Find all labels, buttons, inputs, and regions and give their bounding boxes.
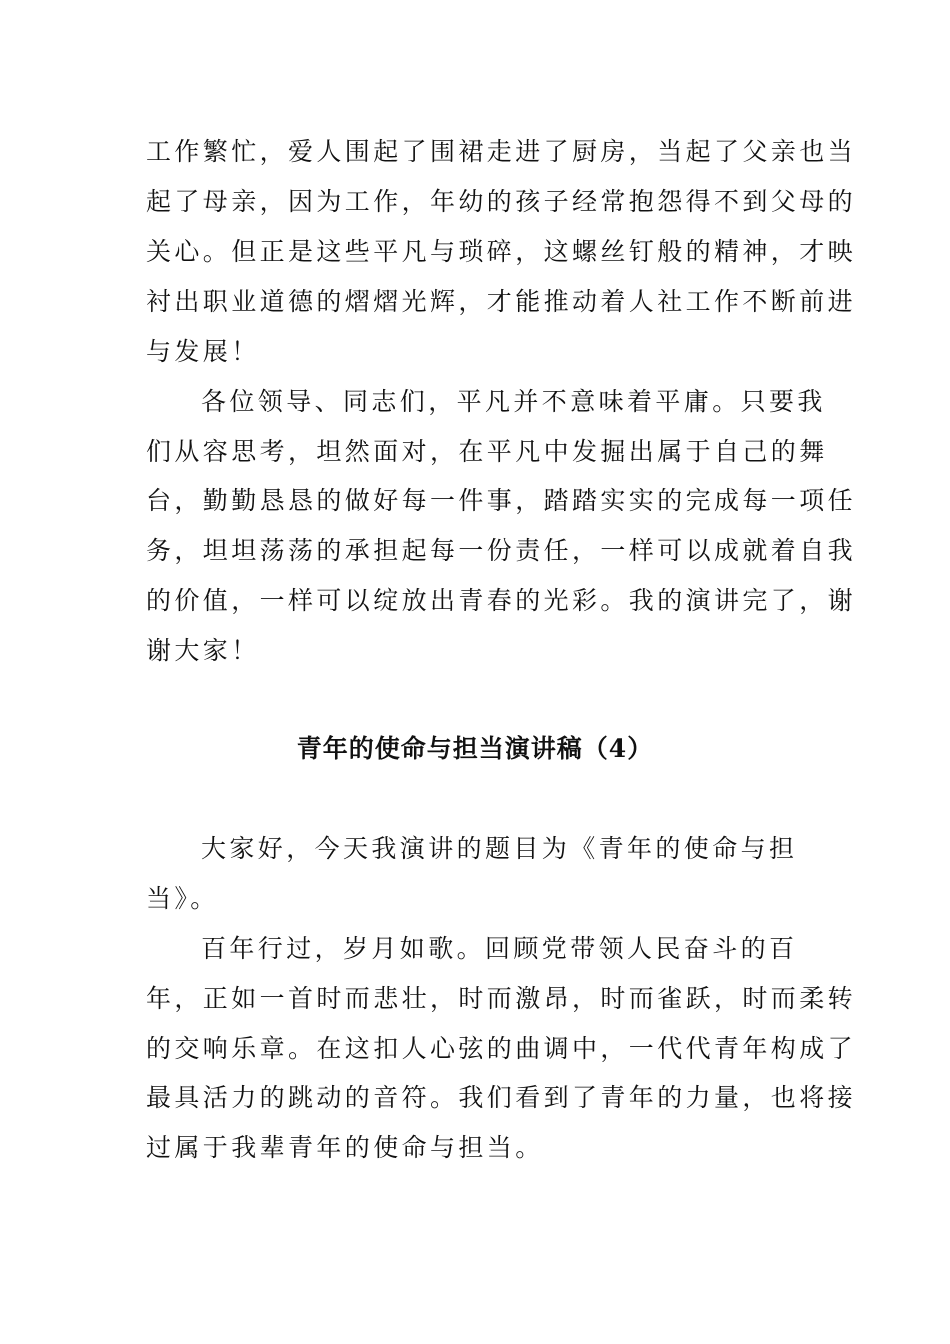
body-text-line: 们从容思考，坦然面对，在平凡中发掘出属于自己的舞 <box>146 437 828 466</box>
body-text-line: 关心。但正是这些平凡与琐碎，这螺丝钉般的精神，才映 <box>146 237 857 266</box>
body-text-line: 年，正如一首时而悲壮，时而激昂，时而雀跃，时而柔转 <box>146 984 857 1013</box>
body-text-line: 百年行过，岁月如歌。回顾党带领人民奋斗的百 <box>201 934 798 963</box>
body-text-line: 当》。 <box>146 884 219 913</box>
body-text-line: 各位领导、同志们，平凡并不意味着平庸。只要我 <box>201 387 826 416</box>
body-text-line: 工作繁忙，爱人围起了围裙走进了厨房，当起了父亲也当 <box>146 137 857 166</box>
section-title: 青年的使命与担当演讲稿（4） <box>296 734 654 763</box>
body-text-line: 台，勤勤恳恳的做好每一件事，踏踏实实的完成每一项任 <box>146 486 857 515</box>
body-text-line: 的交响乐章。在这扣人心弦的曲调中，一代代青年构成了 <box>146 1034 857 1063</box>
body-text-line: 过属于我辈青年的使命与担当。 <box>146 1133 544 1162</box>
body-text-line: 衬出职业道德的熠熠光辉，才能推动着人社工作不断前进 <box>146 287 857 316</box>
body-text-line: 的价值，一样可以绽放出青春的光彩。我的演讲完了，谢 <box>146 586 857 615</box>
body-text-line: 最具活力的跳动的音符。我们看到了青年的力量，也将接 <box>146 1083 857 1112</box>
body-text-line: 务，坦坦荡荡的承担起每一份责任，一样可以成就着自我 <box>146 536 857 565</box>
body-text-line: 大家好，今天我演讲的题目为《青年的使命与担 <box>201 834 798 863</box>
body-text-line: 与发展！ <box>146 337 260 366</box>
body-text-line: 起了母亲，因为工作，年幼的孩子经常抱怨得不到父母的 <box>146 187 857 216</box>
body-text-line: 谢大家！ <box>146 636 260 665</box>
